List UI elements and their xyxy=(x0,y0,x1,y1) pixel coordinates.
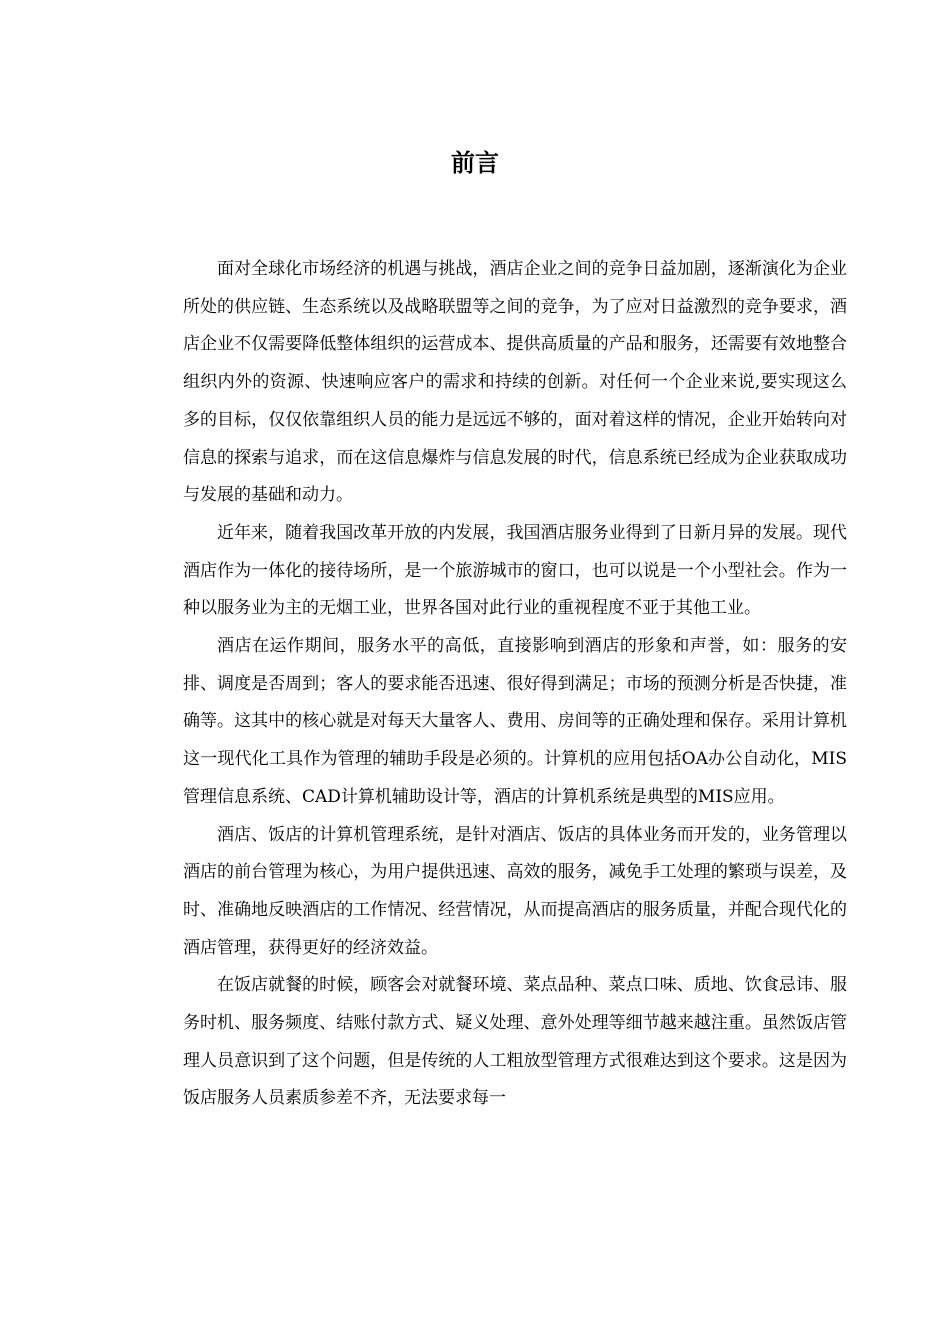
paragraph-4: 酒店、饭店的计算机管理系统，是针对酒店、饭店的具体业务而开发的，业务管理以酒店的前台管理为核心，为用户提供迅速、高效的服务，减免手工处理的繁琐与误差，及时、准确地反映酒店的工作情况、经营情况，从而提高酒店的服务质量，并配合现代化的酒店管理，获得更好的经济效益。 xyxy=(183,824,847,958)
document-body xyxy=(183,251,847,1118)
paragraph-5: 在饭店就餐的时候，顾客会对就餐环境、菜点品种、菜点口味、质地、饮食忌讳、服务时机、服务频度、结账付款方式、疑义处理、意外处理等细节越来越注重。虽然饭店管理人员意识到了这个问题，但是传统的人工粗放型管理方式很难达到这个要求。这是因为饭店服务人员素质参差不齐，无法要求每一 xyxy=(183,975,847,1109)
page-title: 前言 xyxy=(451,149,499,177)
paragraph-1: 面对全球化市场经济的机遇与挑战，酒店企业之间的竞争日益加剧，逐渐演化为企业所处的供应链、生态系统以及战略联盟等之间的竞争，为了应对日益激烈的竞争要求，酒店企业不仅需要降低整体组织的运营成本、提供高质量的产品和服务，还需要有效地整合组织内外的资源、快速响应客户的需求和持续的创新。对任何一个企业来说,要实现这么多的目标，仅仅依靠组织人员的能力是远远不够的，面对着这样的情况，企业开始转向对信息的探索与追求，而在这信息爆炸与信息发展的时代，信息系统已经成为企业获取成功与发展的基础和动力。 xyxy=(183,259,847,506)
paragraph-2: 近年来，随着我国改革开放的内发展，我国酒店服务业得到了日新月异的发展。现代酒店作为一体化的接待场所，是一个旅游城市的窗口，也可以说是一个小型社会。作为一种以服务业为主的无烟工业，世界各国对此行业的重视程度不亚于其他工业。 xyxy=(183,522,847,619)
paragraph-3: 酒店在运作期间，服务水平的高低，直接影响到酒店的形象和声誉，如：服务的安排、调度是否周到；客人的要求能否迅速、很好得到满足；市场的预测分析是否快捷，准确等。这其中的核心就是对每天大量客人、费用、房间等的正确处理和保存。采用计算机这一现代化工具作为管理的辅助手段是必须的。计算机的应用包括OA办公自动化，MIS管理信息系统、CAD计算机辅助设计等，酒店的计算机系统是典型的MIS应用。 xyxy=(183,636,847,807)
